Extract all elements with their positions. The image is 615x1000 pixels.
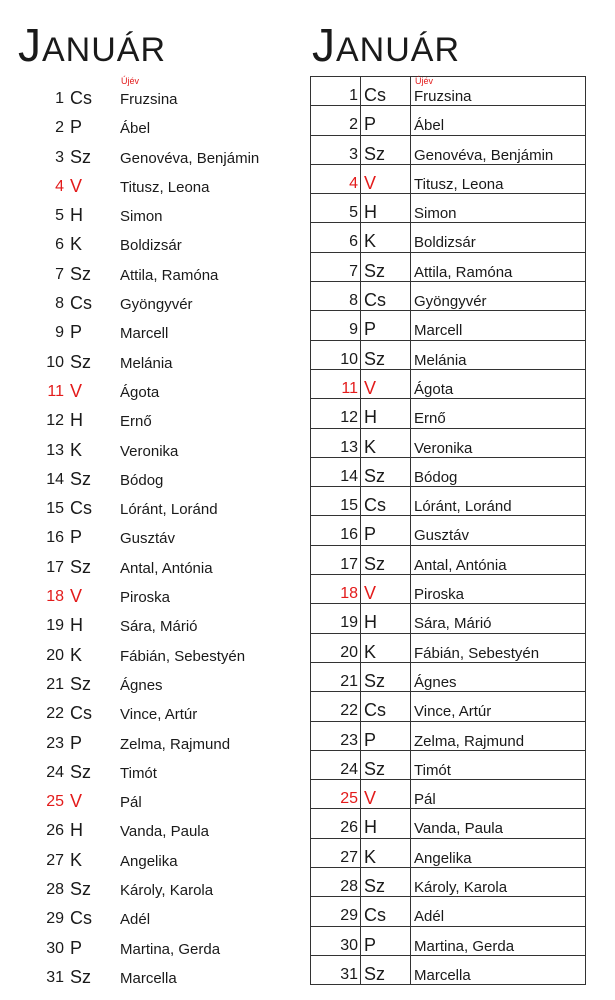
day-number: 10	[340, 350, 358, 368]
name-day: Fruzsina	[120, 91, 178, 108]
weekday-abbrev: Cs	[70, 88, 92, 108]
day-row	[311, 370, 585, 399]
title-initial: J	[18, 19, 42, 71]
name-day: Adél	[120, 911, 151, 929]
name-day: Zelma, Rajmund	[120, 735, 231, 753]
day-row	[311, 458, 585, 487]
day-row	[0, 141, 300, 170]
name-day: Fábián, Sebestyén	[414, 644, 540, 662]
name-day: Boldizsár	[120, 237, 182, 255]
day-number: 26	[46, 822, 64, 840]
day-row	[311, 809, 585, 838]
name-day: Ágnes	[120, 676, 163, 694]
calendar-ruled-table	[310, 76, 586, 985]
name-day: Vince, Artúr	[414, 703, 492, 721]
day-row	[0, 76, 300, 111]
day-row	[0, 609, 300, 638]
day-number: 9	[55, 324, 64, 342]
weekday-abbrev: Sz	[70, 761, 92, 782]
day-number: 16	[46, 529, 64, 547]
name-day: Simon	[414, 205, 457, 223]
name-day: Zelma, Rajmund	[414, 732, 525, 750]
name-day: Károly, Karola	[120, 882, 214, 900]
day-number: 16	[340, 526, 358, 544]
day-row	[0, 434, 300, 463]
day-number: 12	[340, 409, 358, 427]
day-number: 6	[349, 233, 358, 251]
day-number: 29	[46, 910, 64, 928]
weekday-abbrev: V	[364, 583, 377, 604]
day-row	[311, 575, 585, 604]
day-row	[311, 136, 585, 165]
name-day: Vanda, Paula	[120, 823, 209, 841]
day-row	[311, 780, 585, 809]
day-row	[0, 228, 300, 257]
name-day: Simon	[120, 208, 163, 226]
name-day: Attila, Ramóna	[120, 266, 219, 284]
day-row	[311, 868, 585, 897]
day-row	[311, 282, 585, 311]
day-row	[0, 961, 300, 990]
weekday-abbrev: Sz	[70, 556, 92, 577]
calendar-plain	[0, 76, 300, 990]
weekday-abbrev: V	[70, 586, 83, 607]
day-row	[311, 839, 585, 868]
name-day: Veronika	[414, 439, 473, 457]
name-day: Vince, Artúr	[120, 706, 198, 724]
day-number: 4	[349, 174, 358, 192]
name-day: Angelika	[120, 852, 178, 870]
name-day: Vanda, Paula	[414, 820, 503, 838]
weekday-abbrev: V	[364, 377, 377, 398]
weekday-abbrev: Sz	[364, 348, 386, 369]
weekday-abbrev: H	[70, 205, 83, 226]
weekday-abbrev: Cs	[364, 700, 386, 721]
day-number: 8	[349, 292, 358, 310]
name-day: Gyöngyvér	[120, 296, 193, 314]
day-number: 20	[340, 643, 358, 661]
name-day: Ágota	[120, 383, 160, 401]
weekday-abbrev: P	[364, 524, 377, 545]
day-number: 19	[46, 617, 64, 635]
name-day: Marcella	[414, 966, 471, 984]
weekday-abbrev: K	[364, 641, 377, 662]
day-number: 28	[46, 881, 64, 899]
name-day: Bódog	[120, 471, 164, 489]
weekday-abbrev: Sz	[364, 670, 386, 691]
weekday-abbrev: V	[70, 175, 83, 196]
weekday-abbrev: Cs	[70, 703, 92, 724]
day-number: 21	[340, 672, 358, 690]
weekday-abbrev: Cs	[364, 905, 386, 926]
day-row	[311, 223, 585, 252]
day-row	[311, 106, 585, 135]
day-row	[0, 814, 300, 843]
weekday-abbrev: Cs	[364, 290, 386, 311]
weekday-abbrev: P	[364, 934, 377, 955]
weekday-abbrev: H	[70, 820, 83, 841]
name-day: Fábián, Sebestyén	[120, 647, 246, 665]
day-row	[0, 375, 300, 404]
day-row	[311, 956, 585, 985]
weekday-abbrev: V	[364, 172, 377, 193]
day-number: 3	[349, 145, 358, 163]
name-day: Adél	[414, 908, 445, 926]
day-number: 22	[340, 702, 358, 720]
day-number: 25	[46, 793, 64, 811]
title-rest: ANUÁR	[336, 31, 461, 69]
name-day: Ernő	[120, 413, 152, 431]
day-row	[0, 463, 300, 492]
day-number: 31	[340, 965, 358, 983]
day-row	[0, 668, 300, 697]
calendar-title-ruled	[312, 19, 461, 71]
weekday-abbrev: P	[70, 937, 83, 958]
name-day: Gyöngyvér	[414, 293, 487, 311]
day-row	[0, 902, 300, 931]
weekday-abbrev: P	[70, 117, 83, 138]
name-day: Sára, Márió	[414, 615, 492, 633]
day-number: 12	[46, 412, 64, 430]
day-number: 18	[340, 585, 358, 603]
weekday-abbrev: Sz	[364, 876, 386, 897]
day-row	[0, 346, 300, 375]
weekday-abbrev: Cs	[70, 498, 92, 519]
holiday-note: Újév	[121, 76, 140, 86]
day-number: 23	[340, 731, 358, 749]
weekday-abbrev: H	[70, 615, 83, 636]
weekday-abbrev: Sz	[70, 673, 92, 694]
name-day: Martina, Gerda	[120, 940, 221, 958]
day-row	[311, 634, 585, 663]
name-day: Ágota	[414, 380, 454, 398]
title-rest: ANUÁR	[42, 31, 167, 69]
day-number: 6	[55, 236, 64, 254]
day-row	[0, 199, 300, 228]
day-row	[311, 487, 585, 516]
day-row	[0, 258, 300, 287]
weekday-abbrev: V	[70, 380, 83, 401]
day-number: 1	[349, 87, 358, 104]
name-day: Boldizsár	[414, 234, 476, 252]
name-day: Veronika	[120, 442, 179, 460]
day-number: 15	[340, 497, 358, 515]
name-day: Martina, Gerda	[414, 937, 515, 955]
day-number: 5	[55, 207, 64, 225]
name-day: Károly, Karola	[414, 879, 508, 897]
weekday-abbrev: P	[70, 322, 83, 343]
weekday-abbrev: K	[364, 231, 377, 252]
day-number: 28	[340, 878, 358, 896]
weekday-abbrev: K	[70, 849, 83, 870]
weekday-abbrev: Sz	[364, 260, 386, 281]
day-number: 22	[46, 705, 64, 723]
day-number: 2	[55, 119, 64, 137]
name-day: Fruzsina	[414, 88, 472, 105]
weekday-abbrev: P	[70, 527, 83, 548]
day-number: 31	[46, 968, 64, 986]
day-number: 14	[46, 470, 64, 488]
day-number: 27	[340, 848, 358, 866]
weekday-abbrev: K	[70, 234, 83, 255]
day-number: 21	[46, 675, 64, 693]
weekday-abbrev: H	[364, 817, 377, 838]
name-day: Melánia	[120, 354, 173, 372]
day-number: 17	[46, 558, 64, 576]
day-number: 18	[46, 588, 64, 606]
day-number: 9	[349, 321, 358, 339]
day-row	[311, 663, 585, 692]
day-row	[0, 727, 300, 756]
day-row	[311, 429, 585, 458]
name-day: Lóránt, Loránd	[414, 498, 512, 516]
day-number: 7	[349, 262, 358, 280]
day-row	[0, 932, 300, 961]
day-row	[311, 751, 585, 780]
day-number: 17	[340, 555, 358, 573]
day-number: 23	[46, 734, 64, 752]
weekday-abbrev: Sz	[364, 465, 386, 486]
name-day: Attila, Ramóna	[414, 263, 513, 281]
title-initial: J	[312, 19, 336, 71]
name-day: Titusz, Leona	[414, 175, 504, 193]
day-number: 7	[55, 265, 64, 283]
name-day: Marcella	[120, 969, 177, 987]
day-row	[0, 492, 300, 521]
day-row	[0, 785, 300, 814]
day-number: 20	[46, 646, 64, 664]
day-number: 8	[55, 295, 64, 313]
name-day: Ábel	[414, 117, 445, 135]
day-row	[0, 521, 300, 550]
weekday-abbrev: Sz	[364, 553, 386, 574]
name-day: Genovéva, Benjámin	[120, 149, 260, 167]
weekday-abbrev: K	[364, 846, 377, 867]
name-day: Antal, Antónia	[414, 556, 507, 574]
day-row	[311, 516, 585, 545]
weekday-abbrev: P	[364, 729, 377, 750]
day-row	[0, 580, 300, 609]
day-row	[0, 316, 300, 345]
name-day: Piroska	[120, 589, 171, 607]
day-number: 30	[46, 939, 64, 957]
day-number: 10	[46, 353, 64, 371]
day-number: 24	[46, 763, 64, 781]
day-number: 27	[46, 851, 64, 869]
name-day: Timót	[414, 761, 451, 779]
day-row	[311, 546, 585, 575]
weekday-abbrev: K	[70, 439, 83, 460]
weekday-abbrev: P	[364, 319, 377, 340]
day-number: 24	[340, 760, 358, 778]
name-day: Sára, Márió	[120, 618, 198, 636]
calendar-title-plain	[18, 19, 167, 71]
day-number: 15	[46, 500, 64, 518]
day-number: 13	[340, 438, 358, 456]
weekday-abbrev: Sz	[364, 963, 386, 984]
weekday-abbrev: Sz	[70, 879, 92, 900]
day-row	[0, 873, 300, 902]
weekday-abbrev: Sz	[364, 143, 386, 164]
name-day: Pál	[414, 791, 436, 809]
weekday-abbrev: Sz	[70, 966, 92, 987]
day-number: 29	[340, 907, 358, 925]
name-day: Antal, Antónia	[120, 559, 213, 577]
day-number: 25	[340, 790, 358, 808]
weekday-abbrev: Sz	[70, 351, 92, 372]
holiday-note: Újév	[415, 76, 434, 86]
name-day: Gusztáv	[414, 527, 470, 545]
day-row	[0, 756, 300, 785]
day-row	[0, 404, 300, 433]
weekday-abbrev: Cs	[70, 908, 92, 929]
day-row	[0, 287, 300, 316]
day-number: 11	[47, 382, 64, 400]
name-day: Timót	[120, 764, 157, 782]
day-row	[311, 341, 585, 370]
day-number: 30	[340, 936, 358, 954]
weekday-abbrev: V	[70, 791, 83, 812]
weekday-abbrev: H	[70, 410, 83, 431]
weekday-abbrev: Sz	[70, 146, 92, 167]
day-row	[311, 77, 585, 106]
weekday-abbrev: Sz	[364, 758, 386, 779]
day-row	[311, 692, 585, 721]
name-day: Ernő	[414, 410, 446, 428]
name-day: Genovéva, Benjámin	[414, 146, 554, 164]
day-number: 5	[349, 204, 358, 222]
day-row	[0, 111, 300, 140]
name-day: Marcell	[414, 322, 463, 340]
day-number: 26	[340, 819, 358, 837]
weekday-abbrev: Cs	[70, 293, 92, 314]
day-row	[0, 697, 300, 726]
weekday-abbrev: K	[70, 644, 83, 665]
name-day: Pál	[120, 794, 142, 812]
day-row	[311, 165, 585, 194]
day-row	[311, 897, 585, 926]
name-day: Lóránt, Loránd	[120, 501, 218, 519]
day-number: 14	[340, 467, 358, 485]
day-row	[311, 399, 585, 428]
day-row	[311, 194, 585, 223]
day-row	[0, 170, 300, 199]
day-number: 3	[55, 148, 64, 166]
name-day: Angelika	[414, 849, 472, 867]
weekday-abbrev: K	[364, 436, 377, 457]
day-row	[311, 253, 585, 282]
name-day: Melánia	[414, 351, 467, 369]
day-number: 4	[55, 177, 64, 195]
name-day: Ágnes	[414, 673, 457, 691]
name-day: Ábel	[120, 120, 151, 138]
name-day: Gusztáv	[120, 530, 176, 548]
day-number: 2	[349, 116, 358, 134]
day-row	[311, 927, 585, 956]
day-row	[311, 604, 585, 633]
day-row	[0, 844, 300, 873]
weekday-abbrev: Sz	[70, 263, 92, 284]
weekday-abbrev: H	[364, 612, 377, 633]
name-day: Bódog	[414, 468, 458, 486]
day-row	[0, 551, 300, 580]
name-day: Piroska	[414, 586, 465, 604]
name-day: Marcell	[120, 325, 169, 343]
weekday-abbrev: Cs	[364, 85, 386, 105]
day-number: 11	[341, 379, 358, 397]
day-number: 1	[55, 90, 64, 107]
weekday-abbrev: Sz	[70, 468, 92, 489]
day-number: 13	[46, 441, 64, 459]
day-number: 19	[340, 614, 358, 632]
weekday-abbrev: V	[364, 788, 377, 809]
weekday-abbrev: H	[364, 407, 377, 428]
day-row	[311, 722, 585, 751]
day-row	[311, 311, 585, 340]
weekday-abbrev: P	[70, 732, 83, 753]
weekday-abbrev: H	[364, 202, 377, 223]
day-row	[0, 639, 300, 668]
name-day: Titusz, Leona	[120, 178, 210, 196]
weekday-abbrev: P	[364, 114, 377, 135]
weekday-abbrev: Cs	[364, 495, 386, 516]
